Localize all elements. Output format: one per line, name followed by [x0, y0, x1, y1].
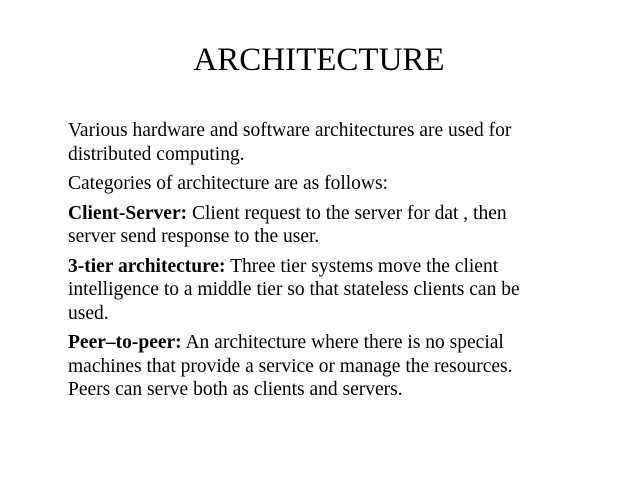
- paragraph-categories: [68, 172, 588, 196]
- line-text: intelligence to a middle tier so that stateless clients can be: [68, 279, 520, 300]
- line-text: server send response to the user.: [68, 226, 320, 247]
- line-text: An architecture where there is no special: [181, 332, 504, 353]
- term-peer-to-peer: Peer–to-peer:: [68, 332, 182, 353]
- paragraph-line: [68, 331, 588, 355]
- paragraph-intro: [68, 119, 588, 166]
- paragraph-line: [68, 302, 588, 326]
- slide-title: ARCHITECTURE: [193, 42, 445, 78]
- paragraph-line: [68, 278, 588, 302]
- paragraph-line: [68, 143, 588, 167]
- paragraph-line: [68, 378, 588, 402]
- line-text: Peers can serve both as clients and servers.: [68, 379, 403, 400]
- line-text: Client request to the server for dat , then: [187, 202, 507, 224]
- term-3-tier: 3-tier architecture:: [68, 255, 226, 277]
- paragraph-line: [68, 225, 588, 249]
- line-text: distributed computing.: [68, 143, 245, 165]
- paragraph-line: [68, 172, 588, 196]
- line-text: machines that provide a service or manage the resources.: [68, 355, 513, 377]
- paragraph-3-tier: [68, 255, 588, 326]
- term-client-server: Client-Server:: [68, 202, 188, 224]
- paragraph-line: [68, 202, 588, 226]
- line-text: Categories of architecture are as follows:: [68, 173, 388, 194]
- paragraph-line: [68, 355, 588, 379]
- line-text: Three tier systems move the client: [225, 255, 499, 277]
- slide-body: [68, 119, 588, 408]
- line-text: used.: [68, 302, 109, 324]
- paragraph-peer-to-peer: [68, 331, 588, 402]
- paragraph-client-server: [68, 202, 588, 249]
- line-text: Various hardware and software architectures are used for: [68, 120, 512, 141]
- paragraph-line: [68, 255, 588, 279]
- paragraph-line: [68, 119, 588, 143]
